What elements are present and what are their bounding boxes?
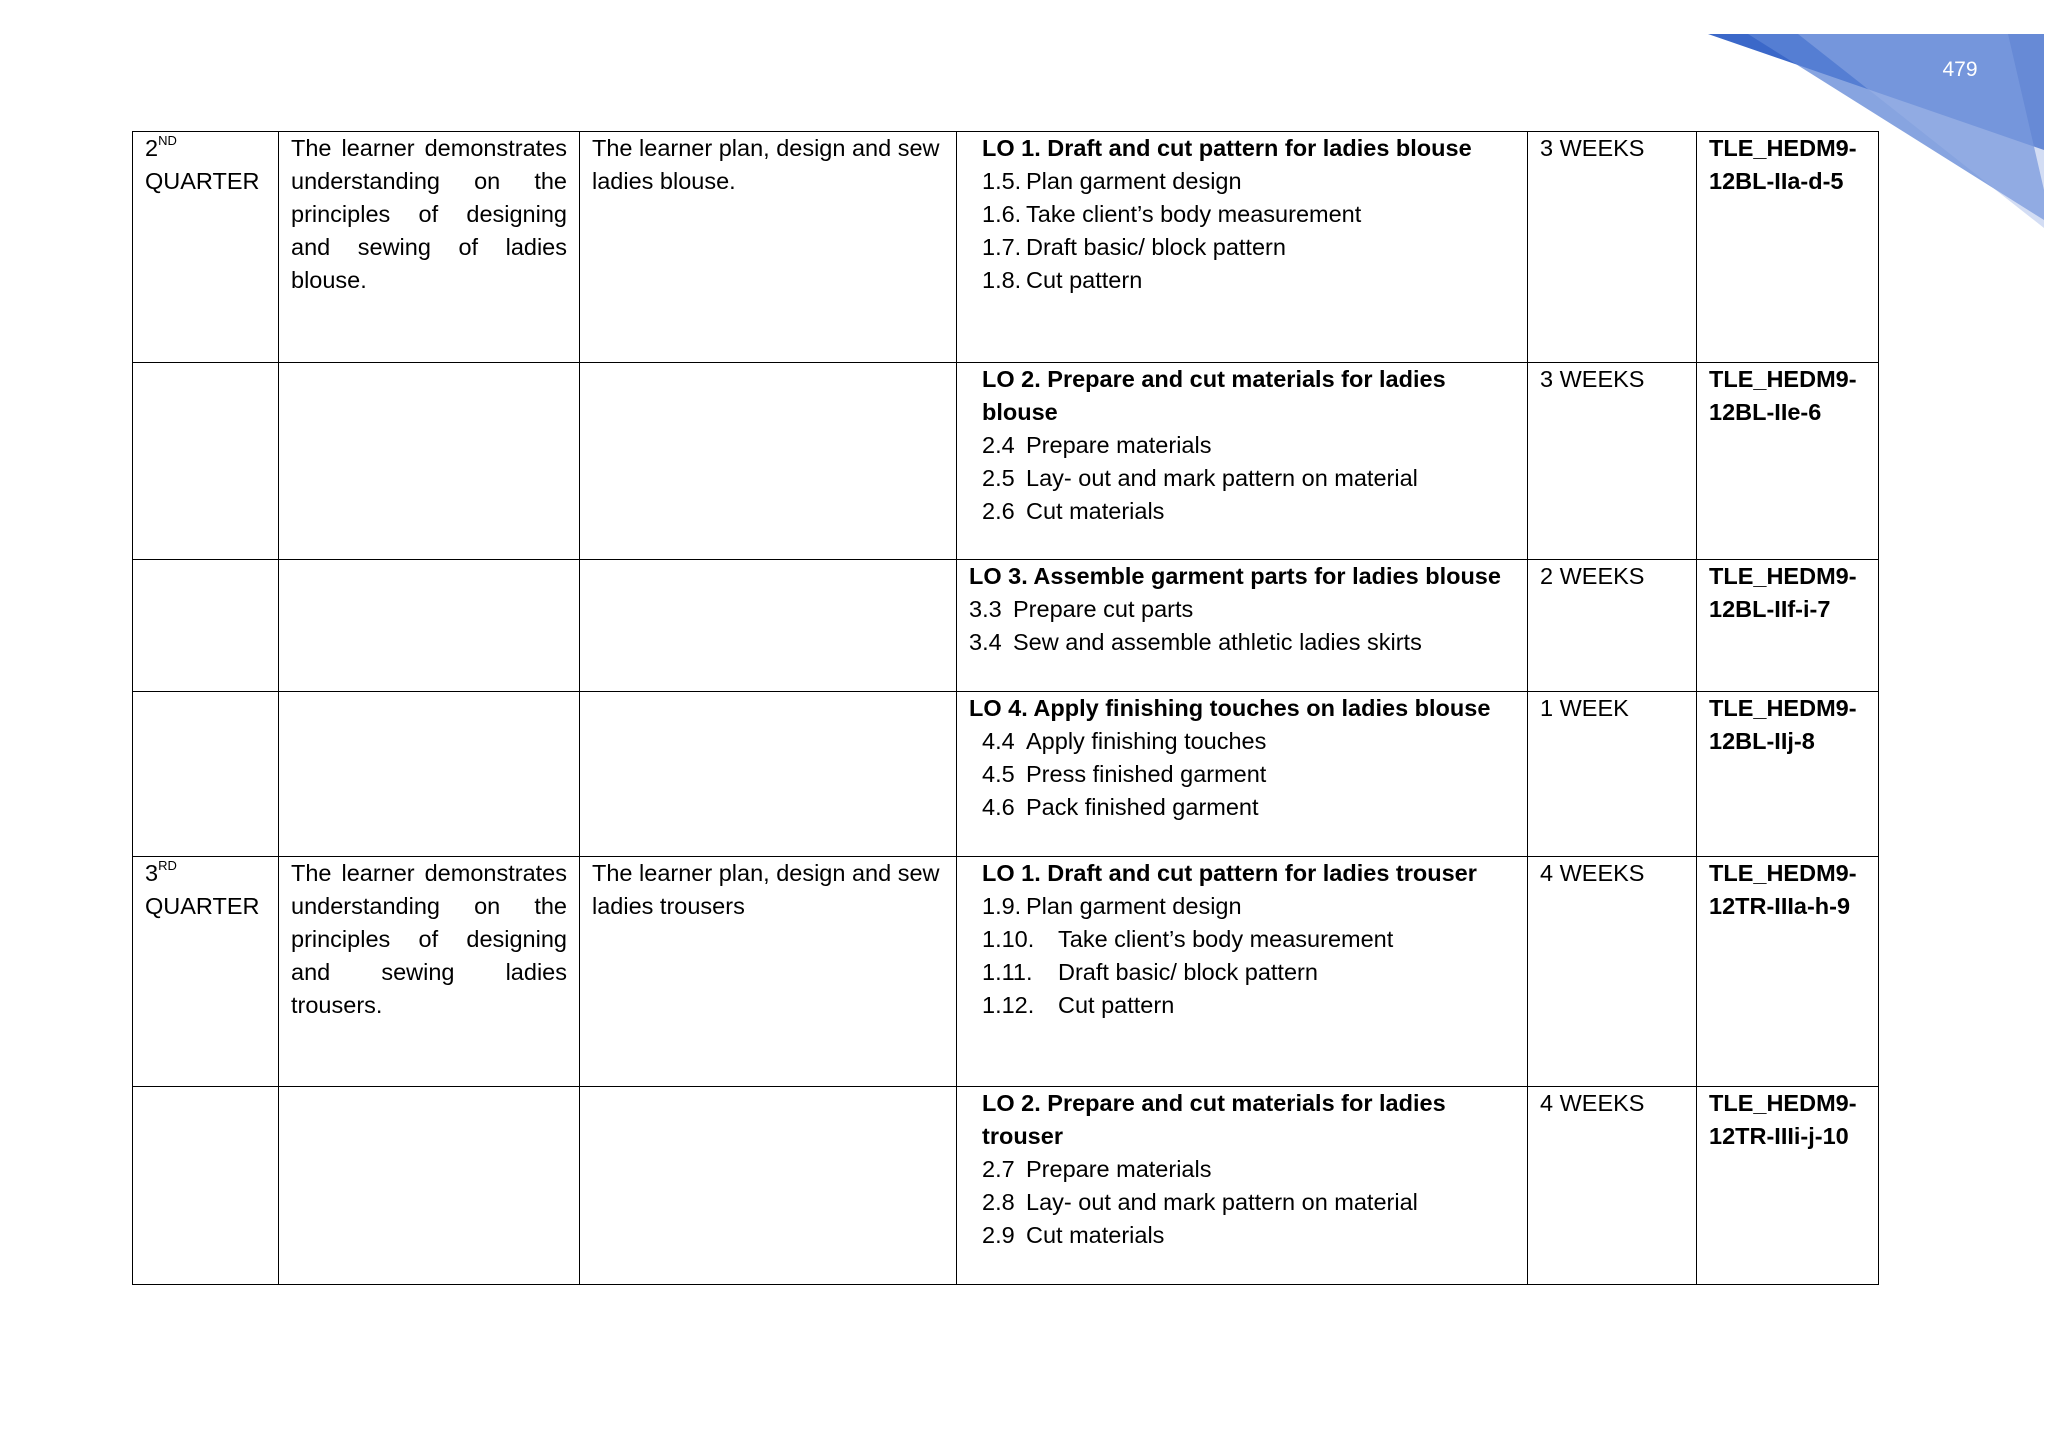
quarter-cell: 2ND QUARTER bbox=[133, 132, 279, 363]
list-item: 1.5. Plan garment design bbox=[982, 168, 1242, 194]
quarter-cell bbox=[133, 1087, 279, 1285]
code-cell: TLE_HEDM9-12TR-IIIa-h-9 bbox=[1697, 857, 1879, 1087]
duration-cell: 4 WEEKS bbox=[1528, 857, 1697, 1087]
learning-competency-cell bbox=[957, 363, 1528, 560]
table-row bbox=[133, 560, 1879, 692]
list-item: 1.12. Cut pattern bbox=[982, 992, 1175, 1018]
learning-competency-cell bbox=[957, 692, 1528, 857]
quarter-cell bbox=[133, 692, 279, 857]
list-item: 1.6. Take client’s body measurement bbox=[982, 201, 1362, 227]
table-row bbox=[133, 857, 1879, 1087]
code-cell: TLE_HEDM9-12BL-IIa-d-5 bbox=[1697, 132, 1879, 363]
table-row bbox=[133, 1087, 1879, 1285]
list-item: 4.5 Press finished garment bbox=[982, 761, 1267, 787]
list-item: 2.8 Lay- out and mark pattern on material bbox=[982, 1189, 1418, 1215]
performance-standard-cell bbox=[580, 1087, 957, 1285]
lo-title: LO 2. Prepare and cut materials for ladies trouser bbox=[982, 1090, 1446, 1149]
code-cell: TLE_HEDM9-12BL-IIf-i-7 bbox=[1697, 560, 1879, 692]
learning-competency-cell bbox=[957, 560, 1528, 692]
list-item: 3.4 Sew and assemble athletic ladies skirts bbox=[969, 629, 1422, 655]
content-standard-cell bbox=[279, 692, 580, 857]
list-item: 1.10. Take client’s body measurement bbox=[982, 926, 1394, 952]
quarter-cell bbox=[133, 363, 279, 560]
content-standard-cell: The learner demonstrates understanding on the principles of designing and sewing of ladies blouse. bbox=[279, 132, 580, 363]
list-item: 1.9. Plan garment design bbox=[982, 893, 1242, 919]
curriculum-table bbox=[132, 131, 1879, 1285]
list-item: 1.7. Draft basic/ block pattern bbox=[982, 234, 1286, 260]
performance-standard-cell bbox=[580, 692, 957, 857]
table-row bbox=[133, 132, 1879, 363]
performance-standard-cell: The learner plan, design and sew ladies trousers bbox=[580, 857, 957, 1087]
code-cell: TLE_HEDM9-12TR-IIIi-j-10 bbox=[1697, 1087, 1879, 1285]
content-standard-cell: The learner demonstrates understanding on the principles of designing and sewing ladies trousers. bbox=[279, 857, 580, 1087]
learning-competency-cell bbox=[957, 857, 1528, 1087]
list-item: 2.9 Cut materials bbox=[982, 1222, 1165, 1248]
list-item: 2.6 Cut materials bbox=[982, 498, 1165, 524]
table-row bbox=[133, 692, 1879, 857]
content-standard-cell bbox=[279, 560, 580, 692]
content-standard-cell bbox=[279, 1087, 580, 1285]
table-row bbox=[133, 363, 1879, 560]
lo-title: LO 3. Assemble garment parts for ladies blouse bbox=[969, 563, 1501, 589]
code-cell: TLE_HEDM9-12BL-IIj-8 bbox=[1697, 692, 1879, 857]
lo-title: LO 4. Apply finishing touches on ladies blouse bbox=[969, 695, 1491, 721]
duration-cell: 1 WEEK bbox=[1528, 692, 1697, 857]
performance-standard-cell bbox=[580, 363, 957, 560]
page-number: 479 bbox=[1942, 58, 1978, 81]
lo-title: LO 2. Prepare and cut materials for ladies blouse bbox=[982, 366, 1446, 425]
duration-cell: 2 WEEKS bbox=[1528, 560, 1697, 692]
list-item: 4.4 Apply finishing touches bbox=[982, 728, 1267, 754]
performance-standard-cell bbox=[580, 560, 957, 692]
list-item: 2.7 Prepare materials bbox=[982, 1156, 1212, 1182]
quarter-cell: 3RD QUARTER bbox=[133, 857, 279, 1087]
quarter-cell bbox=[133, 560, 279, 692]
content-standard-cell bbox=[279, 363, 580, 560]
list-item: 3.3 Prepare cut parts bbox=[969, 596, 1194, 622]
lo-title: LO 1. Draft and cut pattern for ladies blouse bbox=[982, 135, 1472, 161]
list-item: 1.11. Draft basic/ block pattern bbox=[982, 959, 1318, 985]
duration-cell: 4 WEEKS bbox=[1528, 1087, 1697, 1285]
lo-title: LO 1. Draft and cut pattern for ladies trouser bbox=[982, 860, 1477, 886]
learning-competency-cell bbox=[957, 132, 1528, 363]
list-item: 2.4 Prepare materials bbox=[982, 432, 1212, 458]
list-item: 2.5 Lay- out and mark pattern on material bbox=[982, 465, 1418, 491]
learning-competency-cell bbox=[957, 1087, 1528, 1285]
performance-standard-cell: The learner plan, design and sew ladies blouse. bbox=[580, 132, 957, 363]
list-item: 4.6 Pack finished garment bbox=[982, 794, 1259, 820]
list-item: 1.8. Cut pattern bbox=[982, 267, 1143, 293]
code-cell: TLE_HEDM9-12BL-IIe-6 bbox=[1697, 363, 1879, 560]
duration-cell: 3 WEEKS bbox=[1528, 132, 1697, 363]
duration-cell: 3 WEEKS bbox=[1528, 363, 1697, 560]
